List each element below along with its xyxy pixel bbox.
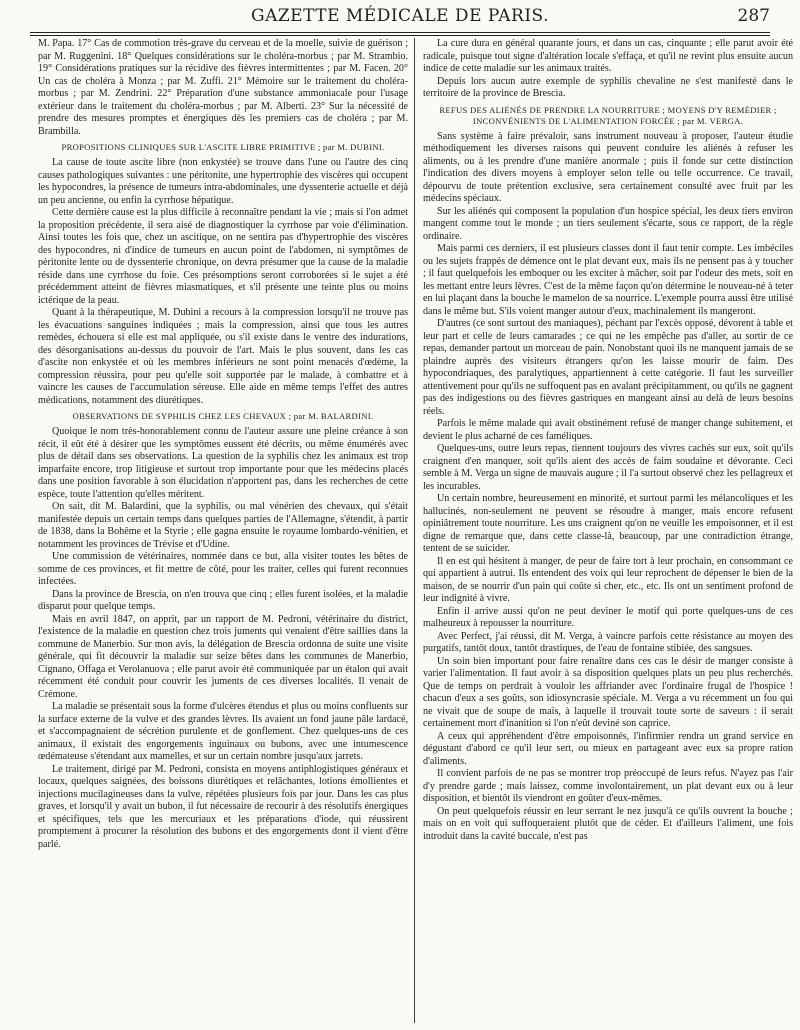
right-column bbox=[423, 38, 793, 843]
paragraph: Le traitement, dirigé par M. Pedroni, consista en moyens antiphlogistiques généraux et locaux, quelques saignées, des boissons diurétiques et relâchantes, lotions émollientes et injections mucilagineuses dans la vulve, répétées plusieurs fois par jour. Dans les cas plus graves, et lorsqu'il y avait un bubon, il fut nécessaire de recourir à des résolutifs énergiques et spécifiques, tels que les mercuriaux et les préparations d'iode, qui réussirent promptement à procurer la résolution des bubons et des engorgements dont il vient d'être parlé. bbox=[38, 763, 408, 850]
paragraph: Quoique le nom très-honorablement connu de l'auteur assure une pleine créance à son récit, il eût été à désirer que les symptômes eussent été décrits, ou même énumérés avec plus de détail dans ses observations. La question de la syphilis chez les animaux est trop imparfaite encore, trop litigieuse et surtout trop importante pour que les médecins placés dans une position favorable à son élucidation n'apportent pas, dans les recherches de cette espèce, toute l'attention qu'elles méritent. bbox=[38, 426, 408, 500]
paragraph: Un soin bien important pour faire renaître dans ces cas le désir de manger consiste à varier l'alimentation. Il faut avoir à sa disposition quelques plats un peu plus recherchés. Que de temps on perdrait à vouloir les affriander avec l'ordinaire frugal de l'hospice ! chacun d'eux a ses goûts, son idiosyncrasie spéciale. M. Verga a vu récemment un fou qui ne vivait que de soupe de maïs, à laquelle il trouvait toute sorte de saveurs : il serait certainement mort d'inanition si l'on n'eût deviné son caprice. bbox=[423, 655, 793, 729]
paragraph: Il en est qui hésitent à manger, de peur de faire tort à leur prochain, en consommant ce qui appartient à autrui. Ils entendent des voix qui leur reprochent de dépenser le bien de la maison, de se nourrir d'un pain qui coûte si cher, etc., etc. Ils ont un sentiment profond de leur indignité à vivre. bbox=[423, 555, 793, 604]
column-divider bbox=[414, 38, 415, 1023]
paragraph: Une commission de vétérinaires, nommée dans ce but, alla visiter toutes les bêtes de somme de ces provinces, et fit mettre de côté, pour les traiter, celles qui furent reconnues infectées. bbox=[38, 551, 408, 587]
header-rule-thin bbox=[30, 35, 770, 36]
journal-title: GAZETTE MÉDICALE DE PARIS. bbox=[251, 6, 549, 26]
section-heading-ascite: PROPOSITIONS CLINIQUES SUR L'ASCITE LIBRE PRIMITIVE ; par M. DUBINI. bbox=[61, 142, 385, 152]
paragraph: Il convient parfois de ne pas se montrer trop préoccupé de leurs refus. N'ayez pas l'air d'y prendre garde ; mais laissez, comme involontairement, un plat devant eux ou à leur disposition, et bientôt ils viendront en goûter d'eux-mêmes. bbox=[423, 768, 793, 804]
paragraph: La cure dura en général quarante jours, et dans un cas, cinquante ; elle parut avoir été radicale, puisque tout signe d'altération locale s'effaça, et qu'il ne revint plus ensuite aucun indice de cette maladie sur les animaux traités. bbox=[423, 38, 793, 74]
paragraph: D'autres (ce sont surtout des maniaques), péchant par l'excès opposé, dévorent à table et leur part et celle de leurs camarades ; ce qui ne les empêche pas d'aller, au sortir de ce repas, demander partout un morceau de pain. Nonobstant quoi ils ne manquent jamais de se plaindre auprès des visiteurs étrangers qu'on les laisse mourir de faim. Des hypocondriaques, des paralytiques, appartiennent à cette catégorie. Il faut les surveiller attentivement pour qu'ils ne suffoquent pas en avalant précipitamment, ou qu'ils ne gagnent pas des indigestions ou des fièvres gastriques en mangeant ainsi au delà de leurs besoins réels. bbox=[423, 318, 793, 417]
paragraph: On peut quelquefois réussir en leur serrant le nez jusqu'à ce qu'ils ouvrent la bouche ; mais on en voit qui suffoqueraient plutôt que de céder. Et d'ailleurs l'aliment, une fois introduit dans la cavité buccale, n'est pas bbox=[423, 805, 793, 842]
paragraph: La maladie se présentait sous la forme d'ulcères étendus et plus ou moins confluents sur la surface externe de la vulve et des grandes lèvres. Ils avaient un fond jaune pâle lardacé, et s'accompagnaient de sécrétion purulente et de gonflement. Chez quelques-uns de ces animaux, il existait des engorgements inguinaux ou bubons, avec une intumescence œdémateuse s'étendant aux mamelles, et sur un certain nombre jusqu'aux jarrets. bbox=[38, 701, 408, 762]
paragraph: Quelques-uns, outre leurs repas, tiennent toujours des vivres cachés sur eux, soit qu'ils craignent d'en manquer, soit qu'ils aient des accès de faim soudaine et dévorante. Ceci semble à M. Verga un signe de mauvais augure ; il l'a surtout observé chez les pellagreux et les incurables. bbox=[423, 443, 793, 492]
paragraph: La cause de toute ascite libre (non enkystée) se trouve dans l'une ou l'autre des cinq causes pathologiques suivantes : une péritonite, une hypertrophie des viscères qui occupent les hypocondres, la présence de tumeurs intra-abdominales, une dyssenterie actuelle et déjà un peu ancienne, ou enfin la cyrrhose hépatique. bbox=[38, 157, 408, 206]
left-intro-paragraph: M. Papa. 17° Cas de commotion très-grave du cerveau et de la moelle, suivie de guérison ; par M. Ruggenini. 18° Quelques considérations sur le choléra-morbus ; par M. Strambio. 19° Considérations pratiques sur la récidive des fièvres intermittentes ; par M. Facen. 20° Un cas de choléra à Monza ; par M. Zuffi. 21° Mémoire sur le traitement du choléra-morbus ; par M. Zendrini. 22° Préparation d'une substance ammoniacale pour l'usage extérieur dans le traitement du choléra-morbus ; par M. Alberti. 23° Sur la nécessité de prendre des mesures promptes et énergiques dès les premiers cas de choléra ; par M. Brambilla. bbox=[38, 38, 408, 137]
paragraph: On sait, dit M. Balardini, que la syphilis, ou mal vénérien des chevaux, qui s'était manifestée depuis un certain temps dans quelques parties de l'Allemagne, s'étendit, à partir de 1838, dans la Bohême et la Styrie ; elle gagna ensuite le royaume lombardo-vénitien, et notamment les provinces de Trévise et d'Udine. bbox=[38, 501, 408, 550]
paragraph: Un certain nombre, heureusement en minorité, et surtout parmi les mélancoliques et les hallucinés, non-seulement ne peuvent se résoudre à manger, mais encore refusent opiniâtrement toute nourriture. Les uns craignent qu'on ne veuille les empoisonner, et il est digne de remarque que, dans cette classe-là, beaucoup, par une contradiction étrange, tentent de se suicider. bbox=[423, 493, 793, 554]
paragraph: Enfin il arrive aussi qu'on ne peut deviner le motif qui porte quelques-uns de ces malheureux à repousser la nourriture. bbox=[423, 605, 793, 629]
paragraph: Cette dernière cause est la plus difficile à reconnaître pendant la vie ; mais si l'on admet la proposition précédente, il sera aisé de diagnostiquer la cyrrhose par voie d'élimination. Ainsi toutes les fois que, chez un ascitique, on ne sentira pas d'hypertrophie des viscères des hypocondres, ni d'indice de tumeurs en aucun point de l'abdomen, ni symptômes de péritonite lente ou de dyssenterie chronique, on devra présumer que la cause de la maladie réside dans une cyrrhose du foie. Ces présomptions seront corroborées si le sujet a été précédemment atteint de fièvres miasmatiques, et s'il présente une teinte plus ou moins ictérique de la peau. bbox=[38, 207, 408, 306]
paragraph: Sans système à faire prévaloir, sans instrument nouveau à proposer, l'auteur étudie méthodiquement les diverses raisons qui peuvent conduire les aliénés à refuser les aliments, ou à les prendre d'une manière anormale ; puis il fonde sur cette distinction l'indication des divers moyens à employer selon telle ou telle occurrence. Ce travail, dépourvu de toute prétention exclusive, sera certainement consulté avec fruit par les médecins spéciaux. bbox=[423, 130, 793, 204]
paragraph: Dans la province de Brescia, on n'en trouva que cinq ; elles furent isolées, et la maladie disparut pour quelque temps. bbox=[38, 588, 408, 612]
paragraph: A ceux qui appréhendent d'être empoisonnés, l'infirmier rendra un grand service en dégustant d'abord ce qu'il leur sert, ou mieux en partageant avec eux sa propre ration d'aliments. bbox=[423, 730, 793, 767]
section-heading-alienes: REFUS DES ALIÉNÉS DE PRENDRE LA NOURRITURE ; MOYENS D'Y REMÉDIER ; INCONVÉNIENTS DE L'ALIMENTATION FORCÉE ; par M. VERGA. bbox=[439, 104, 777, 126]
paragraph: Parfois le même malade qui avait obstinément refusé de manger change subitement, et devient le plus acharné de ces faméliques. bbox=[423, 418, 793, 442]
page-number: 287 bbox=[737, 6, 770, 26]
section-heading-syphilis: OBSERVATIONS DE SYPHILIS CHEZ LES CHEVAUX ; par M. BALARDINI. bbox=[72, 411, 374, 421]
page-header bbox=[30, 4, 770, 32]
paragraph: Sur les aliénés qui composent la population d'un hospice spécial, les deux tiers environ mangent comme tout le monde ; un tiers seulement s'écarte, sous ce rapport, de la règle ordinaire. bbox=[423, 205, 793, 242]
paragraph: Mais parmi ces derniers, il est plusieurs classes dont il faut tenir compte. Les imbéciles ou les sujets frappés de démence ont le plat devant eux, mais ils ne pensent pas à y toucher ; il faut quelquefois les emboquer ou les exciter à mâcher, soit par l'odeur des mets, soit en les mettant entre leurs lèvres. C'est de la même façon qu'on détermine le nouveau-né à teter en lui plaçant dans la bouche le mamelon de sa nourrice. L'exemple pourra aussi être utilisé dans le même but. S'ils voient manger autour d'eux, machinalement ils mangeront. bbox=[423, 243, 793, 317]
left-column bbox=[38, 38, 408, 851]
header-rule bbox=[30, 32, 770, 33]
paragraph: Mais en avril 1847, on apprit, par un rapport de M. Pedroni, vétérinaire du district, l'existence de la maladie en question chez trois juments qui venaient d'être saillies dans la commune de Manerbio. Sur mon avis, la délégation de Brescia ordonna de suite une visite générale, qui fit découvrir la maladie sur seize bêtes dans les communes de Manerbio, Cignano, Offaga et Verolanuova ; elle parut avoir été communiquée par un étalon qui avait récemment été conduit pour couvrir les juments de ces diverses localités. Il venait de Crémone. bbox=[38, 613, 408, 700]
paragraph: Depuis lors aucun autre exemple de syphilis chevaline ne s'est manifesté dans le territoire de la province de Brescia. bbox=[423, 75, 793, 99]
paragraph: Avec Perfect, j'ai réussi, dit M. Verga, à vaincre parfois cette résistance au moyen des purgatifs, tantôt doux, tantôt drastiques, de l'eau de fontaine stibiée, des sangsues. bbox=[423, 630, 793, 654]
paragraph: Quant à la thérapeutique, M. Dubini a recours à la compression lorsqu'il ne trouve pas les évacuations sanguines indiquées ; mais la compression, ainsi que tous les autres remèdes, échouera si elle est mal appliquée, ou s'il existe dans le ventre des indurations, des désorganisations au-dessus du pouvoir de l'art. Mais le plus souvent, dans les cas d'ascite non enkystée et où les membres inférieurs ne sont point menacés d'œdème, la compression réussira, pour peu qu'elle soit supportée par le malade, à combattre et à vaincre les causes de l'accumulation séreuse. Elle aide en même temps l'effet des autres médications, notamment des diurétiques. bbox=[38, 307, 408, 406]
